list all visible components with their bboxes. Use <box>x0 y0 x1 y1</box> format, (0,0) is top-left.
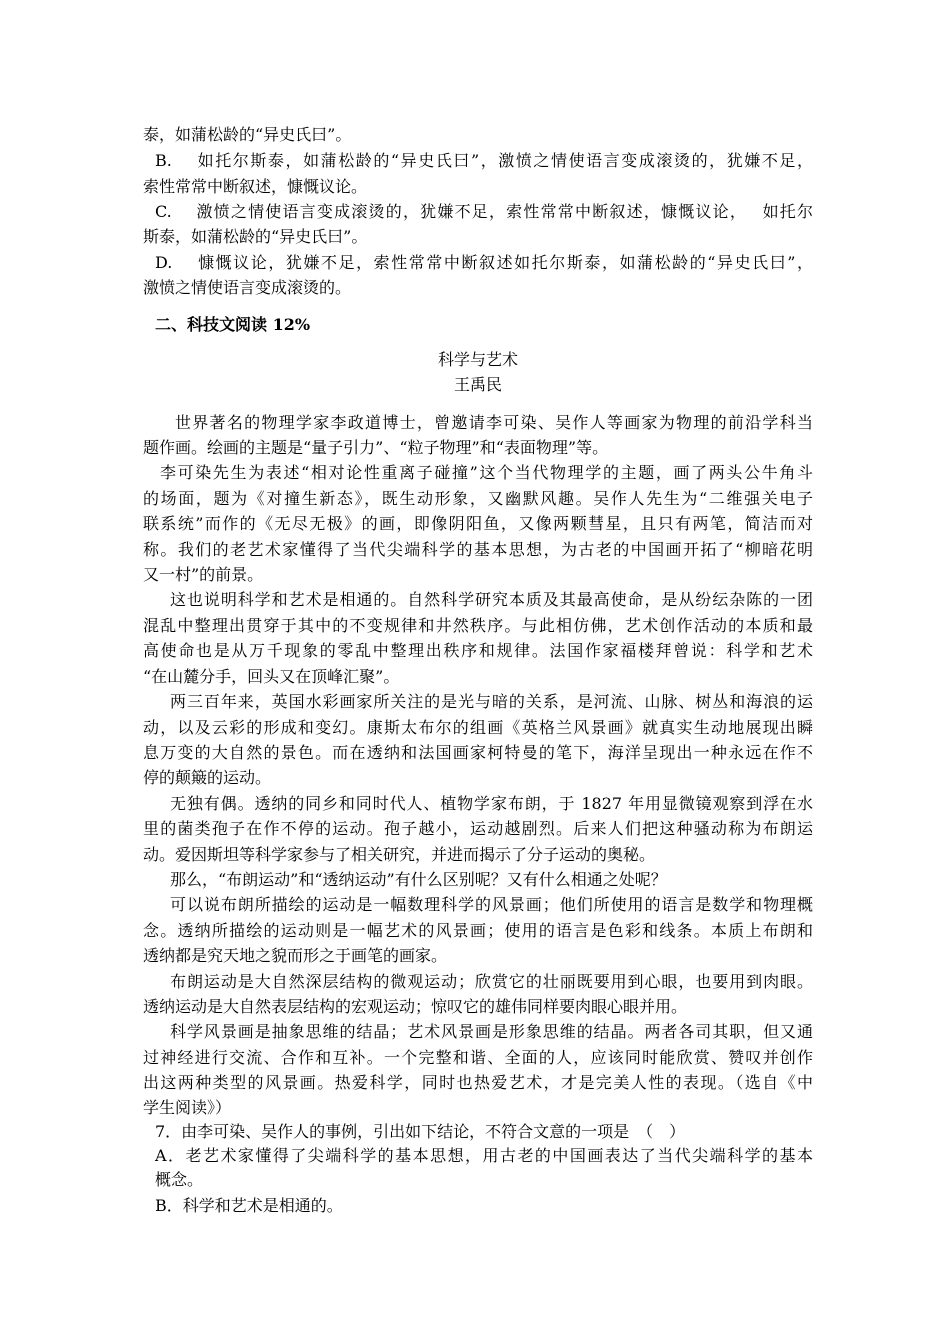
option-d-line-2: 激愤之情使语言变成滚烫的。 <box>143 278 352 297</box>
paragraph-7-line-1: 可以说布朗所描绘的运动是一幅数理科学的风景画；他们所使用的语言是数学和物理概 <box>170 895 813 914</box>
paragraph-4-line-1: 两三百年来，英国水彩画家所关注的是光与暗的关系，是河流、山脉、树丛和海浪的运 <box>170 692 813 711</box>
paragraph-4-line-3: 息万变的大自然的景色。而在透纳和法国画家柯特曼的笔下，海洋呈现出一种永远在作不 <box>143 743 813 762</box>
option-c-line-2: 斯泰，如蒲松龄的“异史氏曰”。 <box>143 227 368 246</box>
option-a-continuation: 泰，如蒲松龄的“异史氏曰”。 <box>143 125 352 144</box>
article-title: 科学与艺术 <box>437 350 518 369</box>
question-7-stem: 7．由李可染、吴作人的事例，引出如下结论，不符合文意的一项是 （ ） <box>155 1122 686 1141</box>
paragraph-2-line-5: 又一村”的前景。 <box>143 565 264 584</box>
option-c-line-1: C. 激愤之情使语言变成滚烫的，犹嫌不足，索性常常中断叙述，慷慨议论， 如托尔 <box>155 202 813 221</box>
paragraph-5-line-3: 动。爱因斯坦等科学家参与了相关研究，并进而揭示了分子运动的奥秘。 <box>143 845 656 864</box>
paragraph-4-line-2: 动，以及云彩的形成和变幻。康斯太布尔的组画《英格兰风景画》就真实生动地展现出瞬 <box>143 718 813 737</box>
paragraph-3-line-3: 高使命也是从万千现象的零乱中整理出秩序和规律。法国作家福楼拜曾说：科学和艺术 <box>143 641 813 660</box>
paragraph-9-line-2: 过神经进行交流、合作和互补。一个完整和谐、全面的人，应该同时能欣赏、赞叹并创作 <box>143 1048 813 1067</box>
paragraph-2-line-3: 联系统”而作的《无尽无极》的画，即像阴阳鱼，又像两颗彗星，且只有两笔，简洁而对 <box>143 514 813 533</box>
paragraph-9-line-3: 出这两种类型的风景画。热爱科学，同时也热爱艺术，才是完美人性的表现。（选自《中 <box>143 1073 813 1092</box>
paragraph-3-line-2: 混乱中整理出贯穿于其中的不变规律和井然秩序。与此相仿佛，艺术创作活动的本质和最 <box>143 616 813 635</box>
paragraph-4-line-4: 停的颠簸的运动。 <box>143 768 272 787</box>
paragraph-9-line-4: 学生阅读》） <box>143 1098 232 1117</box>
paragraph-8-line-1: 布朗运动是大自然深层结构的微观运动；欣赏它的壮丽既要用到心眼，也要用到肉眼。 <box>170 972 813 991</box>
paragraph-9-line-1: 科学风景画是抽象思维的结晶；艺术风景画是形象思维的结晶。两者各司其职，但又通 <box>170 1022 813 1041</box>
article-author: 王禹民 <box>453 375 502 394</box>
paragraph-6-line-1: 那么，“布朗运动”和“透纳运动”有什么区别呢？又有什么相通之处呢？ <box>170 870 667 889</box>
question-7-option-b: B．科学和艺术是相通的。 <box>155 1196 343 1215</box>
option-b-line-1: B. 如托尔斯泰，如蒲松龄的“异史氏曰”，激愤之情使语言变成滚烫的，犹嫌不足， <box>155 151 813 170</box>
paragraph-1-line-1: 世界著名的物理学家李政道博士，曾邀请李可染、吴作人等画家为物理的前沿学科当 <box>175 413 813 432</box>
paragraph-3-line-1: 这也说明科学和艺术是相通的。自然科学研究本质及其最高使命，是从纷纭杂陈的一团 <box>170 590 813 609</box>
option-b-line-2: 索性常常中断叙述，慷慨议论。 <box>143 177 368 196</box>
section-heading: 二、科技文阅读 12% <box>155 315 311 334</box>
paragraph-2-line-1: 李可染先生为表述“相对论性重离子碰撞”这个当代物理学的主题，画了两头公牛角斗 <box>160 463 813 482</box>
paragraph-3-line-4: “在山麓分手，回头又在顶峰汇聚”。 <box>143 667 400 686</box>
paragraph-7-line-2: 念。透纳所描绘的运动则是一幅艺术的风景画；使用的语言是色彩和线条。本质上布朗和 <box>143 921 813 940</box>
paragraph-1-line-2: 题作画。绘画的主题是“量子引力”、“粒子物理”和“表面物理”等。 <box>143 438 609 457</box>
option-d-line-1: D. 慷慨议论，犹嫌不足，索性常常中断叙述如托尔斯泰，如蒲松龄的“异史氏曰”， <box>155 253 813 272</box>
paragraph-8-line-2: 透纳运动是大自然表层结构的宏观运动；惊叹它的雄伟同样要肉眼心眼并用。 <box>143 997 688 1016</box>
paragraph-7-line-3: 透纳都是究天地之貌而形之于画笔的画家。 <box>143 946 448 965</box>
question-7-option-a-line-1: A．老艺术家懂得了尖端科学的基本思想，用古老的中国画表达了当代尖端科学的基本 <box>155 1146 813 1165</box>
paragraph-5-line-2: 里的菌类孢子在作不停的运动。孢子越小，运动越剧烈。后来人们把这种骚动称为布朗运 <box>143 819 813 838</box>
paragraph-5-line-1: 无独有偶。透纳的同乡和同时代人、植物学家布朗，于 1827 年用显微镜观察到浮在水 <box>170 794 813 813</box>
question-7-option-a-line-2: 概念。 <box>155 1170 204 1189</box>
paragraph-2-line-2: 的场面，题为《对撞生新态》，既生动形象，又幽默风趣。吴作人先生为“二维强关电子 <box>143 489 813 508</box>
paragraph-2-line-4: 称。我们的老艺术家懂得了当代尖端科学的基本思想，为古老的中国画开拓了“柳暗花明 <box>143 540 813 559</box>
